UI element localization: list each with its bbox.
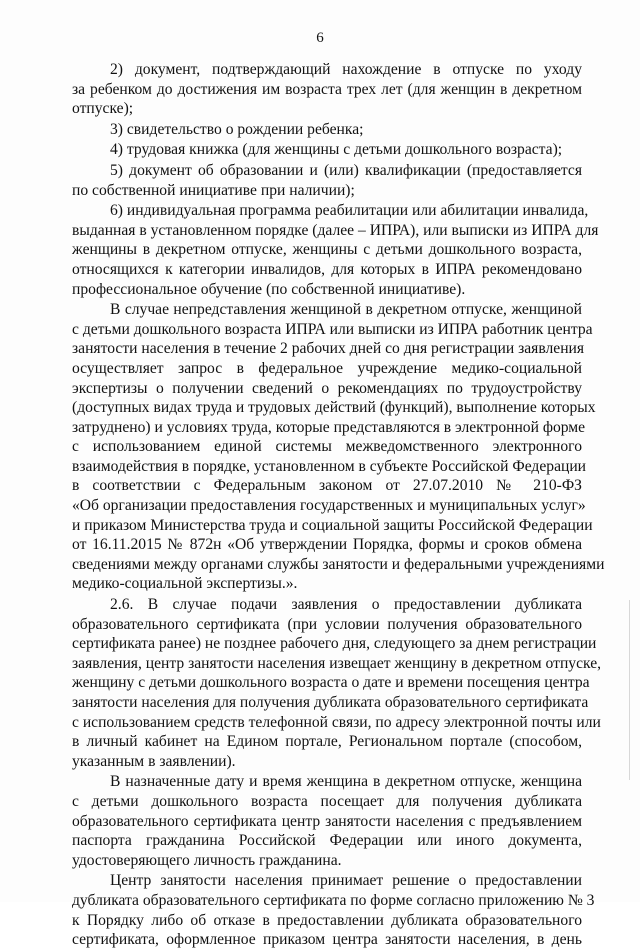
text-line: по собственной инициативе при наличии);: [72, 181, 355, 199]
scan-edge-mark: [629, 600, 630, 780]
text-line: женщину с детьми дошкольного возраста о дате и времени посещения центра: [72, 674, 590, 692]
text-line: за ребенком до достижения им возраста трех лет (для женщин в декретном: [72, 80, 582, 98]
text-line: от 16.11.2015 № 872н «Об утверждении Порядка, формы и сроков обмена: [72, 536, 582, 554]
text-line: к Порядку либо об отказе в предоставлении дубликата образовательного: [72, 911, 582, 929]
text-line: в личный кабинет на Едином портале, Региональном портале (способом,: [72, 733, 582, 751]
text-line: взаимодействия в порядке, установленном в субъекте Российской Федерации: [72, 457, 587, 475]
text-line: с использованием единой системы межведомственного электронного: [72, 438, 582, 456]
text-line: указанным в заявлении).: [72, 752, 236, 770]
text-line: с детьми дошкольного возраста посещает для получения дубликата: [72, 792, 582, 810]
text-line: профессиональное обучение (по собственной инициативе).: [72, 280, 466, 298]
text-line: 2) документ, подтверждающий нахождение в отпуске по уходу: [110, 61, 582, 78]
text-line: и приказом Министерства труда и социальной защиты Российской Федерации: [72, 516, 593, 534]
text-line: сведениями между органами службы занятости и федеральными учреждениями: [72, 555, 605, 573]
paragraph: [72, 300, 605, 594]
text-line: сертификата ранее) не позднее рабочего дня, следующего за днем регистрации: [72, 635, 597, 653]
text-line: с детьми дошкольного возраста ИПРА или выписки из ИПРА работник центра: [72, 320, 593, 338]
text-line: занятости населения в течение 2 рабочих дней со дня регистрации заявления: [72, 340, 585, 358]
text-line: относящихся к категории инвалидов, для которых в ИПРА рекомендовано: [72, 260, 582, 278]
paragraph: [72, 140, 582, 160]
text-line: 5) документ об образовании и (или) квалификации (предоставляется: [110, 161, 582, 179]
text-line: В назначенные дату и время женщина в декретном отпуске, женщина: [110, 773, 582, 791]
text-line: сертификата, оформленное приказом центра занятости населения, в день: [72, 931, 582, 949]
paragraph: [72, 871, 595, 949]
text-line: (доступных видах труда и трудовых действий (функций), выполнение которых: [72, 399, 596, 417]
text-line: женщины в декретном отпуске, женщины с детьми дошкольного возраста,: [72, 241, 582, 259]
text-line: отпуске);: [72, 100, 134, 118]
text-line: дубликата образовательного сертификата по форме согласно приложению № 3: [72, 891, 595, 909]
text-line: заявления, центр занятости населения извещает женщину в декретном отпуске,: [72, 654, 602, 672]
text-line: удостоверяющего личность гражданина.: [72, 851, 342, 869]
document-body: [72, 60, 605, 950]
text-line: 2.6. В случае подачи заявления о предоставлении дубликата: [110, 596, 582, 614]
paragraph: [72, 595, 602, 771]
paragraph: [72, 772, 582, 870]
text-line: выданная в установленном порядке (далее – ИПРА), или выписки из ИПРА для: [72, 221, 599, 239]
text-line: 3) свидетельство о рождении ребенка;: [110, 120, 364, 138]
text-line: занятости населения для получения дубликата образовательного сертификата: [72, 694, 589, 711]
text-line: затруднено) и условиях труда, которые представляются в электронной форме: [72, 418, 586, 436]
text-line: с использованием средств телефонной связи, по адресу электронной почты или: [72, 713, 601, 731]
text-line: образовательного сертификата (при условии получения образовательного: [72, 615, 582, 633]
text-line: в соответствии с Федеральным законом от 27.07.2010 № 210-ФЗ: [72, 477, 582, 495]
text-line: медико-социальной экспертизы.».: [72, 575, 298, 593]
page-number: 6: [316, 30, 324, 46]
text-line: 6) индивидуальная программа реабилитации или абилитации инвалида,: [110, 202, 589, 220]
text-line: паспорта гражданина Российской Федерации или иного документа,: [72, 832, 582, 850]
paragraph: [72, 120, 582, 140]
text-line: «Об организации предоставления государственных и муниципальных услуг»: [72, 497, 586, 515]
text-line: Центр занятости населения принимает решение о предоставлении: [110, 872, 582, 890]
text-line: 4) трудовая книжка (для женщины с детьми дошкольного возраста);: [110, 141, 563, 159]
text-line: образовательного сертификата центр занятости населения с предъявлением: [72, 812, 582, 830]
paragraph: [72, 201, 599, 299]
paragraph: [72, 161, 582, 200]
text-line: экспертизы о получении сведений о рекомендациях по трудоустройству: [72, 379, 582, 397]
paragraph: [72, 60, 582, 119]
text-line: осуществляет запрос в федеральное учреждение медико-социальной: [72, 359, 582, 377]
text-line: В случае непредставления женщиной в декретном отпуске, женщиной: [110, 301, 582, 319]
